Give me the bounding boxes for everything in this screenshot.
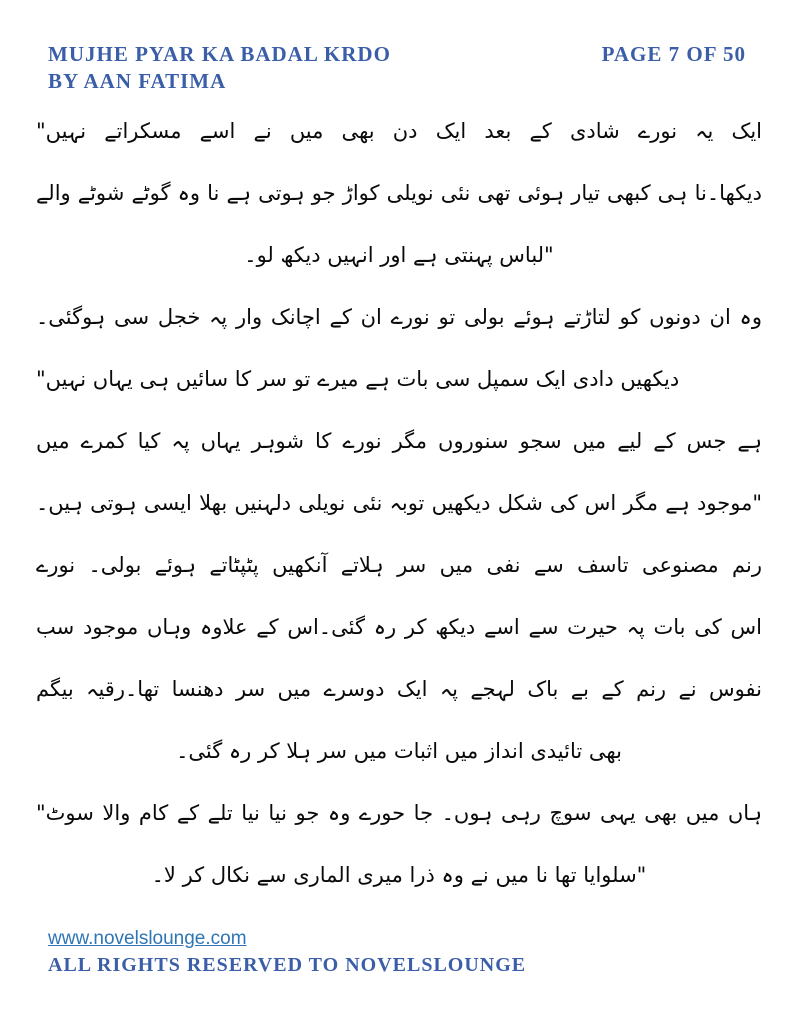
urdu-text-line: نفوس نے رنم کے بے باک لہجے پہ ایک دوسرے میں سر دھنسا تھا۔رقیہ بیگم [36,677,762,701]
urdu-text-line: رنم مصنوعی تاسف سے نفی میں سر ہلاتے آنکھیں پٹپٹاتے ہوئے بولی۔ نورے [36,553,762,577]
website-link[interactable]: www.novelslounge.com [48,928,247,949]
story-text [36,100,762,906]
page-footer [48,926,526,978]
urdu-text-line: دیکھیں دادی ایک سمپل سی بات ہے میرے تو سر کا سائیں ہی یہاں نہیں" [36,367,680,391]
urdu-text-line: ایک یہ نورے شادی کے بعد ایک دن بھی میں نے اسے مسکراتے نہیں" [36,119,762,143]
urdu-text-line: وہ ان دونوں کو لتاڑتے ہوئے بولی تو نورے ان کے اچانک وار پہ خجل سی ہوگئی۔ [36,305,762,329]
urdu-text-line: "موجود ہے مگر اس کی شکل دیکھیں توبہ نئی نویلی دلہنیں بھلا ایسی ہوتی ہیں۔ [36,491,762,515]
urdu-text-line: اس کی بات پہ حیرت سے اسے دیکھ کر رہ گئی۔اس کے علاوہ وہاں موجود سب [36,615,762,639]
rights-notice: ALL RIGHTS RESERVED TO NOVELSLOUNGE [48,954,527,976]
urdu-text-line: ہے جس کے لیے میں سجو سنوروں مگر نورے کا شوہر یہاں پہ کیا کمرے میں [36,429,762,453]
title-block [48,42,391,93]
urdu-text-line: دیکھا۔نا ہی کبھی تیار ہوئی تھی نئی نویلی کواڑ جو ہوتی ہے نا وہ گوٹے شوٹے والے [36,181,762,205]
author-byline: BY AAN FATIMA [48,69,227,93]
urdu-text-line: "لباس پہنتی ہے اور انہیں دیکھ لو۔ [244,243,554,267]
urdu-text-line: ہاں میں بھی یہی سوچ رہی ہوں۔ جا حورے وہ جو نیا نیا تلے کے کام والا سوٹ" [36,801,762,825]
page-header [48,42,746,93]
book-title: MUJHE PYAR KA BADAL KRDO [48,42,391,66]
page-number: PAGE 7 OF 50 [601,42,746,66]
urdu-text-line: بھی تائیدی انداز میں اثبات میں سر ہلا کر رہ گئی۔ [176,739,622,763]
urdu-text-line: "سلوایا تھا نا میں نے وہ ذرا میری الماری سے نکال کر لا۔ [151,863,647,887]
